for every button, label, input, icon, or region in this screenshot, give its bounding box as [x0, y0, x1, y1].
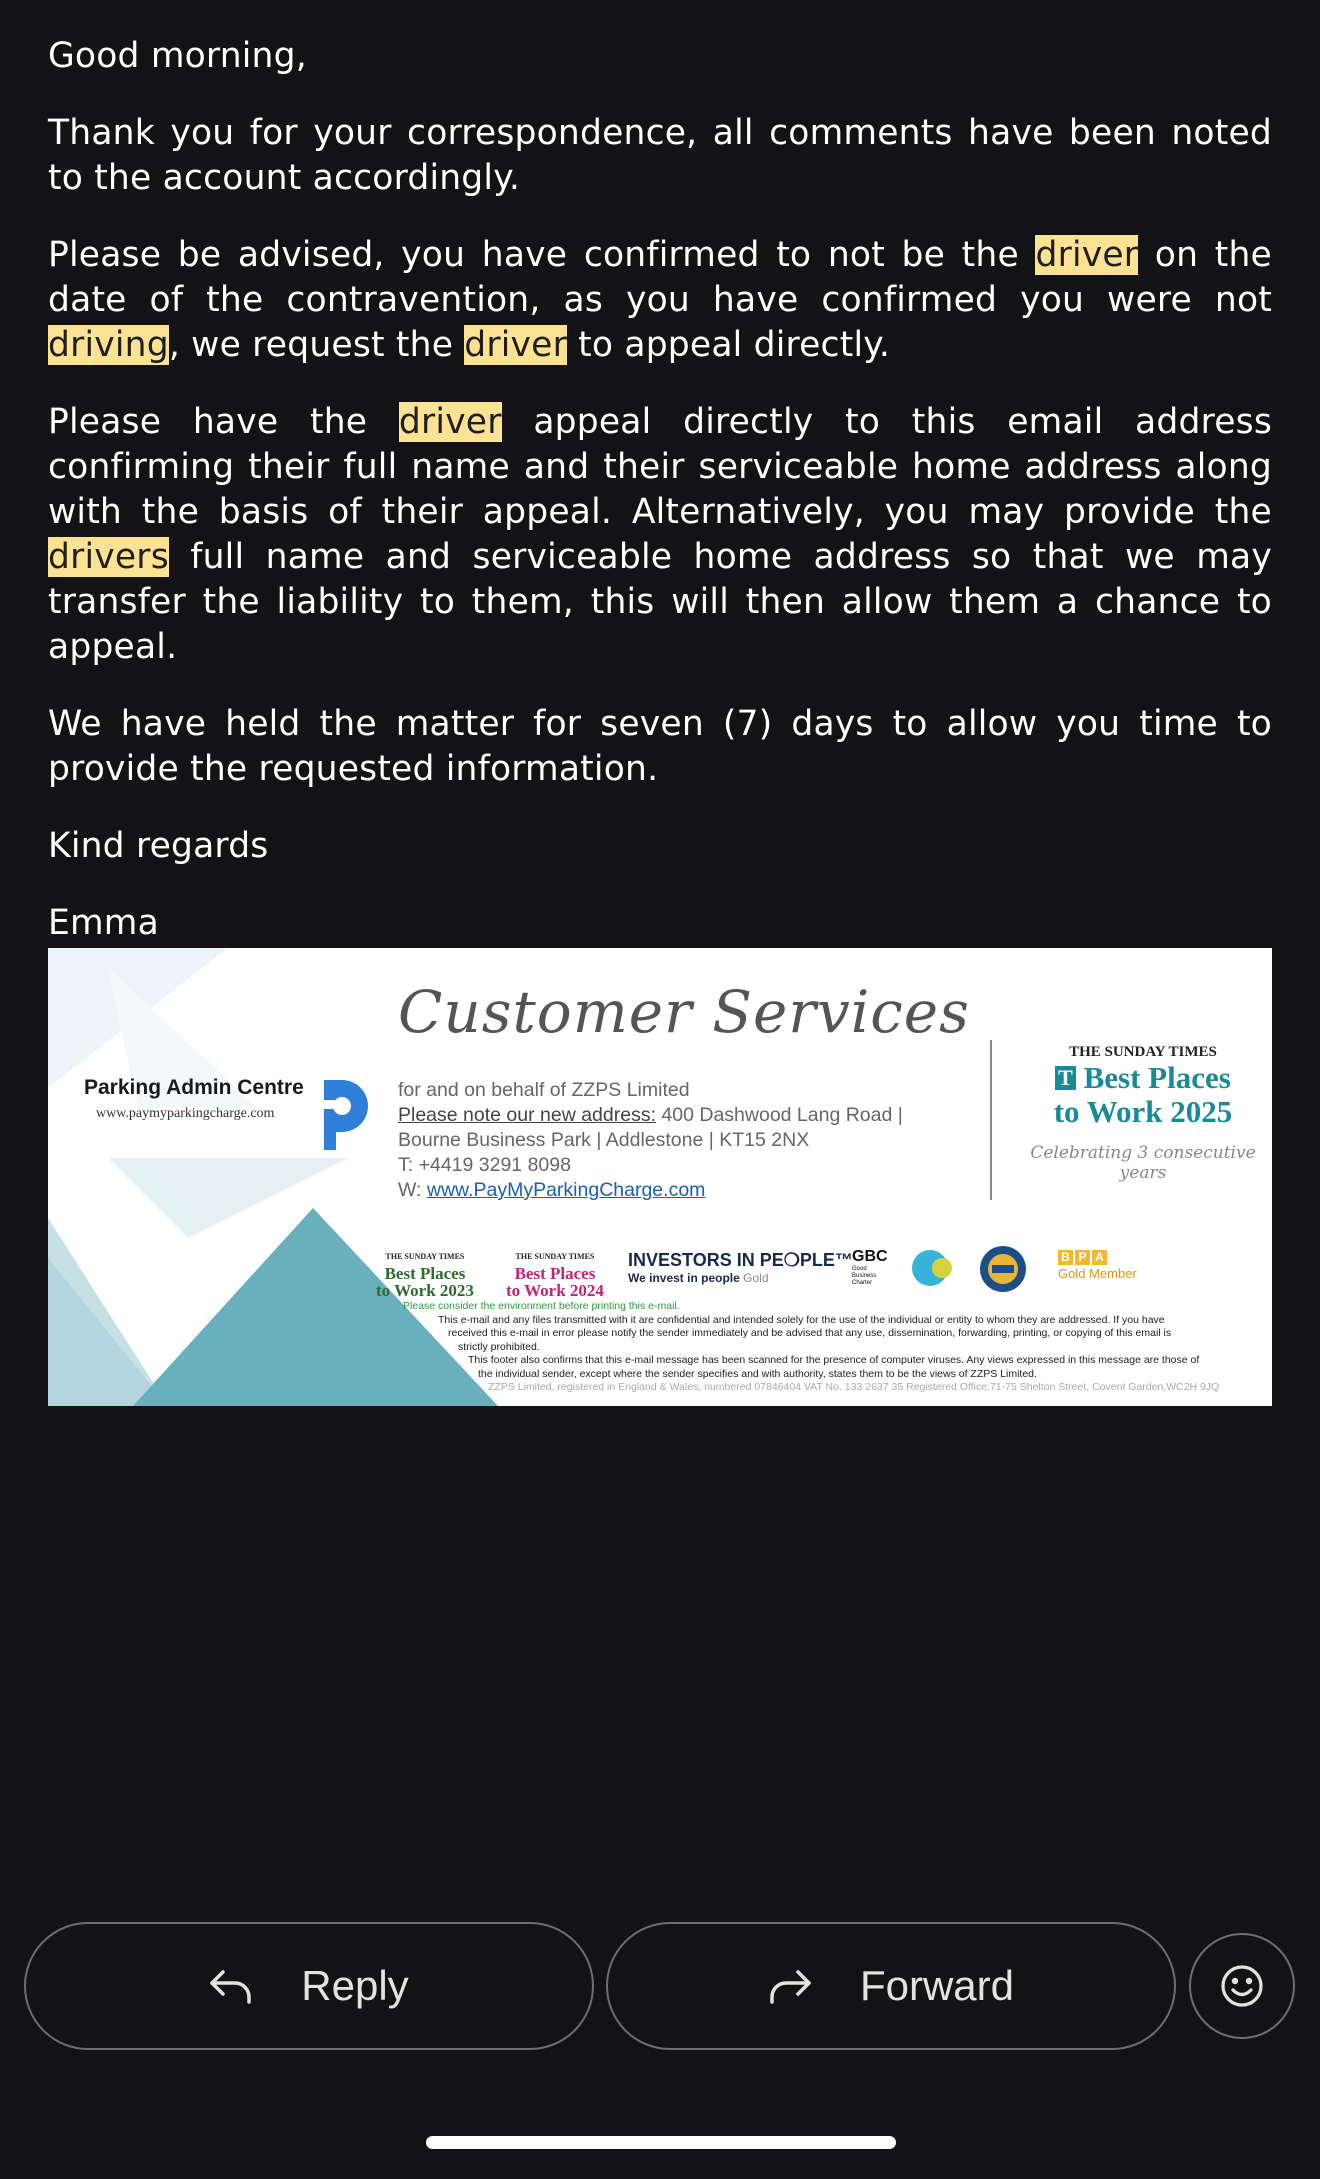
customer-services-heading: Customer Services	[398, 978, 970, 1046]
closing: Kind regards	[48, 826, 269, 866]
investors-in-people-badge: INVESTORS IN PE❍PLE™ We invest in people Gold	[628, 1250, 853, 1285]
forward-label: Forward	[859, 1962, 1015, 2009]
paragraph-advised: Please be advised, you have confirmed to not be the driver on the date of the contravention, as you have confirmed you were not driving, we request the driver to appeal directly.	[48, 235, 1272, 365]
best-places-2023-badge: THE SUNDAY TIMES Best Places to Work 2023	[376, 1252, 474, 1300]
home-indicator[interactable]	[426, 2136, 896, 2149]
reply-icon	[209, 1968, 253, 2004]
greeting: Good morning,	[48, 36, 307, 76]
reply-button[interactable]	[24, 1922, 594, 2050]
paragraph-correspondence: Thank you for your correspondence, all comments have been noted to the account accordingly.	[48, 113, 1272, 198]
gbc-badge: GBC Good Business Charter	[852, 1248, 888, 1286]
signature-image	[48, 948, 1272, 1406]
sender-name: Emma	[48, 903, 159, 943]
forward-button[interactable]	[606, 1922, 1176, 2050]
website-link[interactable]: www.PayMyParkingCharge.com	[426, 1179, 706, 1201]
email-body	[48, 34, 1272, 978]
p-logo-icon	[308, 1076, 370, 1152]
approved-operator-badge-icon	[978, 1244, 1028, 1294]
legal-disclaimer: Please consider the environment before printing this e-mail. This e-mail and any files transmitted with it are confidential and intended solely for the use of the individual or entity to whom they are addressed. If you have received this e-mail in error please notify the sender immediately and be advised that any use, dissemination, forwarding, printing, or copying of this email is strictly prohibited. This footer also confirms that this e-mail message has been scanned for the presence of computer viruses. Any views expressed in this message are those of the individual sender, except where the sender specifies and with authority, states them to be the views of ZZPS Limited. ZZPS Limited, registered in England & Wales, numbered 07846404 VAT No. 133 2637 35 Registered Office:71-75 Shelton Street, Covent Garden,WC2H 9JQ	[403, 1300, 1220, 1393]
paragraph-appeal: Please have the driver appeal directly to this email address confirming their full name and their serviceable home address along with the basis of their appeal. Alternatively, you may provide the drivers full name and serviceable home address so that we may transfer the liability to them, this will then allow them a chance to appeal.	[48, 402, 1272, 667]
search-highlight: drivers	[48, 537, 169, 577]
forward-icon	[768, 1968, 812, 2004]
living-wage-badge-icon	[908, 1248, 958, 1288]
best-places-2024-badge: THE SUNDAY TIMES Best Places to Work 2024	[506, 1252, 604, 1300]
search-highlight: driver	[1035, 235, 1139, 275]
search-highlight: driving	[48, 325, 169, 365]
emoji-reaction-button[interactable]	[1189, 1933, 1295, 2039]
parking-admin-centre-logo: Parking Admin Centre www.paymyparkingcharge.com	[84, 1076, 304, 1121]
divider	[990, 1040, 992, 1200]
paragraph-held: We have held the matter for seven (7) days to allow you time to provide the requested information.	[48, 704, 1272, 789]
search-highlight: driver	[398, 402, 502, 442]
reply-label: Reply	[301, 1962, 409, 2009]
sunday-times-award: THE SUNDAY TIMES T Best Places to Work 2025 Celebrating 3 consecutive years	[1030, 1044, 1256, 1183]
emoji-icon	[1220, 1964, 1264, 2008]
contact-details: for and on behalf of ZZPS Limited Please note our new address: 400 Dashwood Lang Road | Bourne Business Park | Addlestone | KT15 2NX T: +4419 3291 8098 W: www.PayMyParkingCharge.com	[398, 1079, 903, 1201]
bpa-badge: B P A Gold Member	[1058, 1250, 1137, 1281]
search-highlight: driver	[464, 325, 567, 365]
